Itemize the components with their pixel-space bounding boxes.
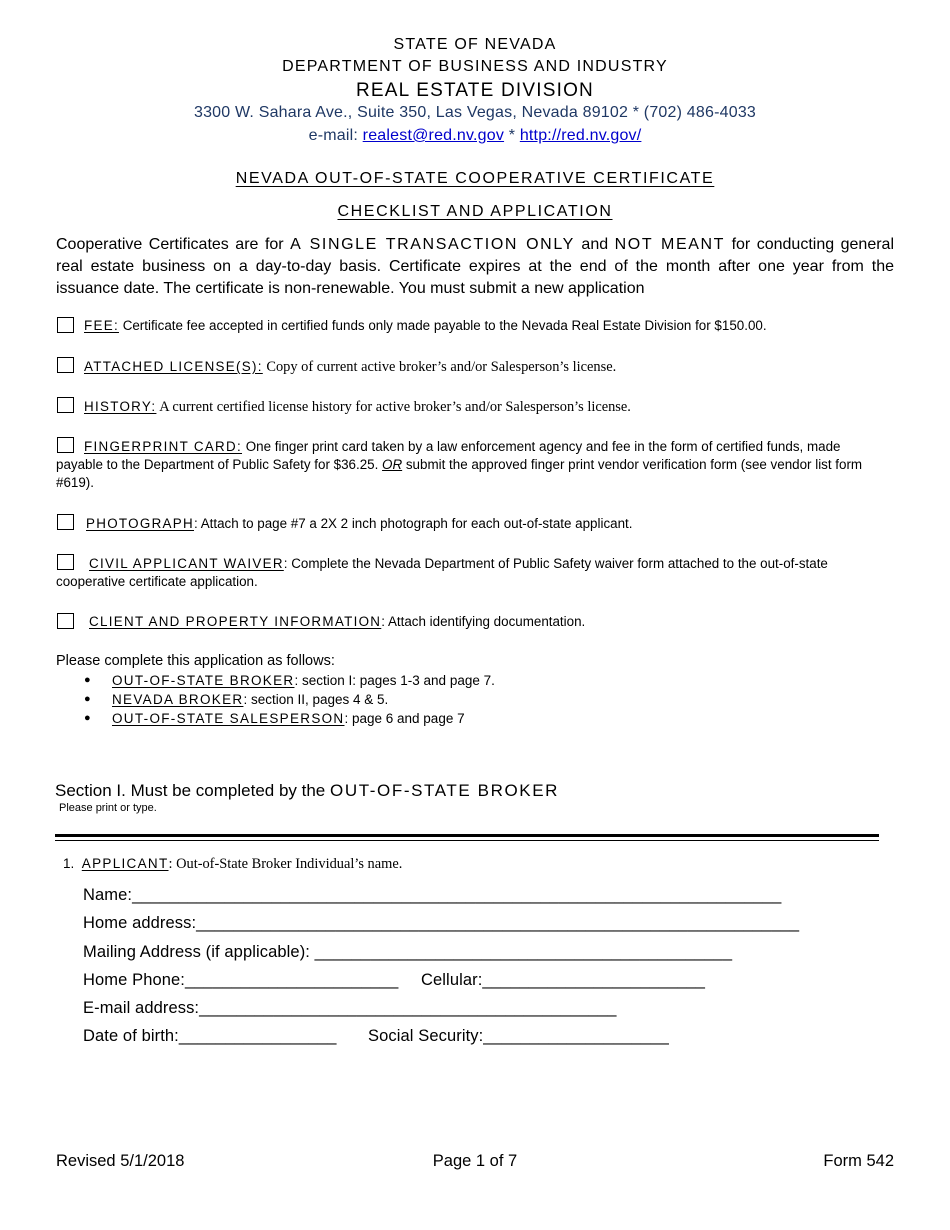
applicant-heading: 1. APPLICANT: Out-of-State Broker Individual’s name. xyxy=(63,856,403,872)
checklist-client: CLIENT AND PROPERTY INFORMATION: Attach identifying documentation. xyxy=(89,614,586,629)
header-address: 3300 W. Sahara Ave., Suite 350, Las Vegas, Nevada 89102 * (702) 486-4033 xyxy=(193,104,757,121)
header-state: STATE OF NEVADA xyxy=(393,36,557,53)
footer-page: Page 1 of 7 xyxy=(432,1152,518,1170)
section-rule-thin xyxy=(55,840,879,841)
intro-paragraph: Cooperative Certificates are for A SINGLE TRANSACTION ONLY and NOT MEANT for conducting general real estate business on a day-to-day basis. Certificate expires at the end of the month after one year from the issuance date. The certificate is non-renewable. You must submit a new application xyxy=(56,236,895,297)
section-note: Please print or type. xyxy=(59,802,157,814)
email-label: e-mail: xyxy=(308,127,359,144)
website-link[interactable]: http://red.nv.gov/ xyxy=(519,127,642,144)
dob-field[interactable]: Date of birth:_________________ xyxy=(83,1027,337,1045)
contact-separator: * xyxy=(508,127,516,144)
cellular-field[interactable]: Cellular:________________________ xyxy=(421,971,706,989)
intro-emphasis-single: A SINGLE TRANSACTION ONLY xyxy=(290,236,575,253)
checklist-photograph: PHOTOGRAPH: Attach to page #7 a 2X 2 inch photograph for each out-of-state applicant. xyxy=(86,516,633,531)
name-field[interactable]: Name:______________________________________________________________________ xyxy=(83,886,782,904)
email-link[interactable]: realest@red.nv.gov xyxy=(362,127,505,144)
home-phone-field[interactable]: Home Phone:_______________________ xyxy=(83,971,399,989)
checklist-history: HISTORY: A current certified license history for active broker’s and/or Salesperson’s license. xyxy=(84,399,631,415)
footer-revised: Revised 5/1/2018 xyxy=(56,1152,185,1170)
checklist-license: ATTACHED LICENSE(S): Copy of current active broker’s and/or Salesperson’s license. xyxy=(84,359,617,375)
intro-emphasis-not-meant: NOT MEANT xyxy=(614,236,726,253)
checklist-fingerprint: FINGERPRINT CARD: One finger print card taken by a law enforcement agency and fee in the form of certified funds, made payable to the Department of Public Safety for $36.25. OR submit the approved finger print vendor verification form (see vendor list form #619). xyxy=(56,439,863,490)
section-title: Section I. Must be completed by the OUT-OF-STATE BROKER xyxy=(55,781,560,800)
header-contact xyxy=(0,127,950,145)
footer-form: Form 542 xyxy=(823,1152,894,1170)
ssn-field[interactable]: Social Security:____________________ xyxy=(368,1027,669,1045)
header-department: DEPARTMENT OF BUSINESS AND INDUSTRY xyxy=(282,58,668,75)
instructions-intro: Please complete this application as follows: xyxy=(56,653,335,669)
mailing-address-field[interactable]: Mailing Address (if applicable): _____________________________________________ xyxy=(83,943,733,961)
checklist-waiver: CIVIL APPLICANT WAIVER: Complete the Nevada Department of Public Safety waiver form attached to the out-of-state cooperative certificate application. xyxy=(56,556,828,589)
email-field[interactable]: E-mail address:_____________________________________________ xyxy=(83,999,617,1017)
form-title: NEVADA OUT-OF-STATE COOPERATIVE CERTIFICATE xyxy=(235,170,715,187)
checklist-fee: FEE: Certificate fee accepted in certified funds only made payable to the Nevada Real Estate Division for $150.00. xyxy=(84,318,767,333)
section-rule-thick xyxy=(55,834,879,837)
form-subtitle: CHECKLIST AND APPLICATION xyxy=(337,203,613,220)
header-division: REAL ESTATE DIVISION xyxy=(356,80,594,101)
home-address-field[interactable]: Home address:_________________________________________________________________ xyxy=(83,914,800,932)
